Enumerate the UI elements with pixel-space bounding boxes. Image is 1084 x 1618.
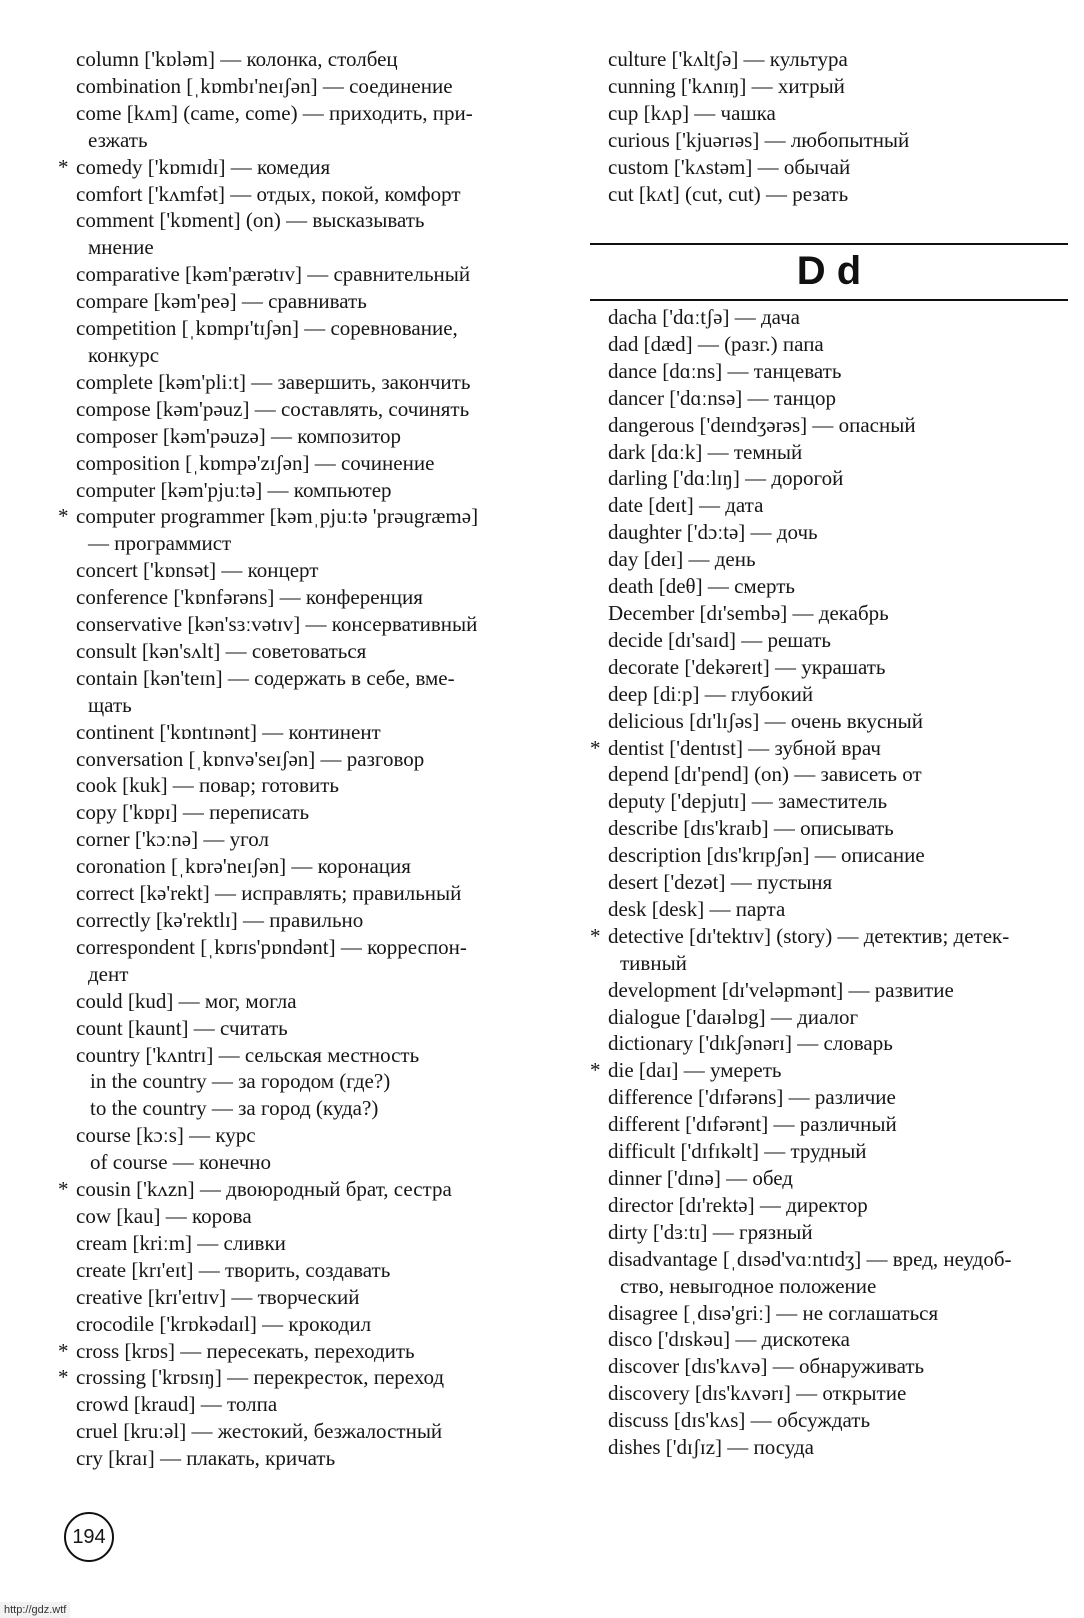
entry-text: describe [dɪs'kraɪb] — описывать [608, 816, 894, 841]
dictionary-entry [58, 450, 548, 477]
entry-text: darling ['dɑːlɪŋ] — дорогой [608, 466, 844, 491]
dictionary-entry [58, 880, 548, 907]
dictionary-entry [58, 396, 548, 423]
entry-text: delicious [dɪ'lɪʃəs] — очень вкусный [608, 708, 923, 733]
entry-continuation [58, 692, 548, 719]
entry-text: discover [dɪs'kʌvə] — обнаруживать [608, 1354, 925, 1379]
entry-text: comment ['kɒment] (on) — высказывать [76, 208, 425, 233]
entry-text: count [kaunt] — считать [76, 1015, 288, 1040]
entry-text: creative [krɪ'eɪtɪv] — творческий [76, 1284, 360, 1309]
entry-text: comfort ['kʌmfət] — отдых, покой, комфорт [76, 181, 461, 206]
dictionary-entry [590, 1246, 1012, 1273]
entry-text: country ['kʌntrɪ] — сельская местность [76, 1042, 420, 1067]
entry-text: composer [kəm'pəuzə] — композитор [76, 423, 401, 448]
entry-text: die [daɪ] — умереть [608, 1058, 782, 1083]
dictionary-entry [590, 1407, 1012, 1434]
dictionary-entry [58, 1364, 548, 1391]
entry-text: disco ['dɪskəu] — дискотека [608, 1327, 850, 1352]
entry-text: cry [kraɪ] — плакать, кричать [76, 1446, 336, 1471]
entry-text: daughter ['dɔːtə] — дочь [608, 520, 818, 545]
entry-text: discovery [dɪs'kʌvərɪ] — открытие [608, 1381, 907, 1406]
entry-text: cut [kʌt] (cut, cut) — резать [608, 181, 849, 206]
entry-text: cream [kriːm] — сливки [76, 1230, 286, 1255]
entry-text: compare [kəm'peə] — сравнивать [76, 289, 367, 314]
entry-text: decorate ['dekəreɪt] — украшать [608, 654, 886, 679]
entry-text: deputy ['depjutɪ] — заместитель [608, 789, 888, 814]
entry-text: culture ['kʌltʃə] — культура [608, 47, 848, 71]
entry-text: dad [dæd] — (разг.) папа [608, 331, 824, 356]
entry-text: dangerous ['deɪndʒərəs] — опасный [608, 412, 916, 437]
entry-text: comedy ['kɒmɪdɪ] — комедия [76, 154, 331, 179]
entry-text: desk [desk] — парта [608, 896, 786, 921]
entry-text: computer [kəm'pjuːtə] — компьютер [76, 477, 392, 502]
entry-text: crossing ['krɒsɪŋ] — перекресток, переход [76, 1365, 445, 1390]
entry-continuation-text: тивный [620, 950, 687, 975]
entry-marker: * [58, 1365, 69, 1390]
dictionary-entry [58, 557, 548, 584]
dictionary-entry [58, 799, 548, 826]
entry-text: cup [kʌp] — чашка [608, 100, 776, 125]
dictionary-entry [58, 1095, 548, 1122]
dictionary-entry [590, 842, 1012, 869]
dictionary-entry [58, 100, 548, 127]
dictionary-entry [58, 46, 548, 73]
section-letter: D d [796, 249, 862, 293]
entry-text: complete [kəm'pliːt] — завершить, закончить [76, 369, 471, 394]
entry-continuation [58, 961, 548, 988]
dictionary-entry [590, 1380, 1012, 1407]
right-column [590, 46, 1070, 1460]
entry-text: dishes ['dɪʃɪz] — посуда [608, 1435, 814, 1460]
entry-continuation-text: мнение [88, 235, 154, 260]
entry-marker: * [58, 154, 69, 179]
dictionary-entry [58, 1257, 548, 1284]
entry-marker: * [58, 504, 69, 529]
dictionary-entry [58, 826, 548, 853]
entry-marker: * [58, 1177, 69, 1202]
dictionary-entry [58, 853, 548, 880]
dictionary-entry [58, 315, 548, 342]
dictionary-entry [58, 288, 548, 315]
entry-continuation-text: езжать [88, 127, 148, 152]
dictionary-entry [590, 385, 1012, 412]
entry-text: decide [dɪ'saɪd] — решать [608, 627, 832, 652]
entry-continuation [58, 342, 548, 369]
entry-text: cruel [kruːəl] — жестокий, безжалостный [76, 1419, 443, 1444]
dictionary-entry [590, 761, 1012, 788]
entry-text: director [dɪ'rektə] — директор [608, 1192, 868, 1217]
entry-continuation [590, 1273, 1012, 1300]
entry-text: of course — конечно [90, 1150, 272, 1175]
dictionary-entry [590, 1111, 1012, 1138]
entry-text: correctly [kə'rektlɪ] — правильно [76, 908, 364, 932]
entry-text: course [kɔːs] — курс [76, 1123, 256, 1148]
dictionary-entry [590, 154, 1070, 181]
right-column-d-entries [590, 304, 1012, 1461]
entry-text: curious ['kjuərɪəs] — любопытный [608, 127, 910, 152]
entry-marker: * [590, 735, 601, 760]
dictionary-entry [58, 1311, 548, 1338]
dictionary-entry [590, 1192, 1012, 1219]
entry-text: date [deɪt] — дата [608, 493, 764, 518]
entry-text: correspondent [ˌkɒrɪs'pɒndənt] — корреспон- [76, 934, 467, 959]
entry-text: comparative [kəm'pærətɪv] — сравнительный [76, 262, 471, 287]
dictionary-entry [58, 1338, 548, 1365]
entry-text: conference ['kɒnfərəns] — конференция [76, 585, 423, 610]
dictionary-entry [58, 369, 548, 396]
entry-text: continent ['kɒntɪnənt] — континент [76, 719, 381, 744]
dictionary-entry [58, 611, 548, 638]
dictionary-entry [58, 1418, 548, 1445]
entry-text: different ['dɪfərənt] — различный [608, 1112, 897, 1137]
dictionary-entry [590, 546, 1012, 573]
dictionary-entry [58, 181, 548, 208]
entry-text: dirty ['dɜːtɪ] — грязный [608, 1219, 813, 1244]
entry-text: crowd [kraud] — толпа [76, 1392, 278, 1417]
page-number: 194 [64, 1512, 114, 1562]
entry-continuation [590, 950, 1012, 977]
dictionary-entry [58, 665, 548, 692]
dictionary-entry [590, 654, 1012, 681]
dictionary-entry [58, 1122, 548, 1149]
dictionary-entry [590, 519, 1012, 546]
entry-text: cross [krɒs] — пересекать, переходить [76, 1338, 415, 1363]
entry-text: dinner ['dɪnə] — обед [608, 1166, 793, 1190]
entry-text: depend [dɪ'pend] (on) — зависеть от [608, 762, 922, 787]
dictionary-entry [58, 1391, 548, 1418]
entry-continuation-text: конкурс [88, 342, 160, 367]
dictionary-entry [590, 896, 1012, 923]
entry-marker: * [590, 1058, 601, 1083]
entry-text: consult [kən'sʌlt] — советоваться [76, 638, 367, 663]
entry-text: in the country — за городом (где?) [90, 1069, 391, 1094]
dictionary-entry [58, 1445, 548, 1472]
dictionary-entry [590, 627, 1012, 654]
dictionary-entry [590, 1219, 1012, 1246]
dictionary-entry [58, 1149, 548, 1176]
dictionary-entry [590, 869, 1012, 896]
dictionary-entry [590, 304, 1012, 331]
entry-text: create [krɪ'eɪt] — творить, создавать [76, 1257, 391, 1282]
dictionary-entry [58, 1230, 548, 1257]
dictionary-entry [58, 207, 548, 234]
entry-text: computer programmer [kəmˌpjuːtə 'prəugræmə] [76, 504, 479, 529]
dictionary-entry [590, 412, 1012, 439]
entry-text: dialogue ['daɪəlɒg] — диалог [608, 1004, 859, 1029]
dictionary-entry [590, 181, 1070, 208]
entry-continuation-text: щать [88, 692, 132, 717]
dictionary-entry [590, 1353, 1012, 1380]
dictionary-entry [58, 907, 548, 934]
dictionary-entry [590, 1004, 1012, 1031]
entry-text: crocodile ['krɒkədaɪl] — крокодил [76, 1311, 372, 1336]
entry-continuation-text: — программист [88, 531, 232, 556]
entry-text: competition [ˌkɒmpɪ'tɪʃən] — соревнование, [76, 316, 458, 341]
watermark[interactable]: http://gdz.wtf [0, 1602, 70, 1618]
entry-continuation [58, 127, 548, 154]
dictionary-entry [58, 584, 548, 611]
dictionary-entry [58, 423, 548, 450]
dictionary-entry [58, 154, 548, 181]
entry-text: discuss [dɪs'kʌs] — обсуждать [608, 1408, 871, 1433]
entry-continuation [58, 234, 548, 261]
section-rule-top [590, 243, 1068, 245]
dictionary-entry [590, 1165, 1012, 1192]
entry-text: disagree [ˌdɪsə'griː] — не соглашаться [608, 1300, 939, 1325]
dictionary-entry [590, 1030, 1012, 1057]
entry-text: copy ['kɒpɪ] — переписать [76, 800, 310, 825]
dictionary-entry [590, 815, 1012, 842]
entry-continuation-text: дент [88, 961, 129, 986]
dictionary-entry [590, 358, 1012, 385]
entry-text: desert ['dezət] — пустыня [608, 870, 833, 895]
dictionary-entry [590, 1300, 1012, 1327]
entry-marker: * [58, 1338, 69, 1363]
entry-text: dentist ['dentɪst] — зубной врач [608, 735, 881, 760]
dictionary-entry [590, 681, 1012, 708]
entry-text: custom ['kʌstəm] — обычай [608, 154, 851, 179]
dictionary-entry [590, 73, 1070, 100]
entry-text: day [deɪ] — день [608, 547, 756, 572]
dictionary-entry [58, 719, 548, 746]
dictionary-entry [590, 788, 1012, 815]
dictionary-entry [590, 708, 1012, 735]
section-rule-bottom [590, 299, 1068, 301]
dictionary-entry [590, 1057, 1012, 1084]
dictionary-entry [58, 1203, 548, 1230]
dictionary-entry [58, 1176, 548, 1203]
entry-continuation [58, 530, 548, 557]
section-header-d [590, 243, 1068, 301]
entry-text: correct [kə'rekt] — исправлять; правильный [76, 881, 462, 906]
dictionary-entry [590, 127, 1070, 154]
entry-text: concert ['kɒnsət] — концерт [76, 558, 319, 583]
dictionary-entry [590, 1084, 1012, 1111]
dictionary-entry [58, 1015, 548, 1042]
dictionary-entry [590, 1434, 1012, 1461]
dictionary-entry [58, 1284, 548, 1311]
entry-text: come [kʌm] (came, come) — приходить, при- [76, 100, 473, 125]
dictionary-entry [58, 477, 548, 504]
entry-text: combination [ˌkɒmbɪ'neɪʃən] — соединение [76, 73, 453, 98]
entry-text: composition [ˌkɒmpə'zɪʃən] — сочинение [76, 450, 435, 475]
entry-text: death [deθ] — смерть [608, 574, 796, 599]
entry-continuation-text: ство, невыгодное положение [620, 1273, 877, 1298]
entry-text: conservative [kən'sɜːvətɪv] — консервативный [76, 612, 478, 637]
entry-text: compose [kəm'pəuz] — составлять, сочинять [76, 396, 470, 421]
entry-text: dance [dɑːns] — танцевать [608, 358, 842, 383]
dictionary-entry [58, 73, 548, 100]
entry-text: cow [kau] — корова [76, 1203, 252, 1228]
dictionary-entry [590, 573, 1012, 600]
entry-text: dictionary ['dɪkʃənərɪ] — словарь [608, 1031, 893, 1056]
dictionary-entry [58, 934, 548, 961]
entry-text: dancer ['dɑːnsə] — танцор [608, 385, 837, 410]
entry-text: column ['kɒləm] — колонка, столбец [76, 47, 398, 71]
dictionary-entry [590, 46, 1070, 73]
dictionary-entry [590, 1138, 1012, 1165]
dictionary-entry [590, 100, 1070, 127]
entry-text: corner ['kɔːnə] — угол [76, 827, 269, 852]
entry-text: to the country — за город (куда?) [90, 1096, 379, 1121]
dictionary-entry [590, 439, 1012, 466]
dictionary-entry [58, 638, 548, 665]
dictionary-entry [58, 988, 548, 1015]
dictionary-entry [590, 923, 1012, 950]
entry-text: coronation [ˌkɒrə'neɪʃən] — коронация [76, 854, 411, 879]
entry-text: dark [dɑːk] — темный [608, 439, 803, 464]
dictionary-entry [58, 772, 548, 799]
entry-text: contain [kən'teɪn] — содержать в себе, вме- [76, 665, 455, 690]
dictionary-entry [58, 261, 548, 288]
dictionary-entry [590, 492, 1012, 519]
entry-marker: * [590, 923, 601, 948]
entry-text: description [dɪs'krɪpʃən] — описание [608, 843, 925, 868]
entry-text: disadvantage [ˌdɪsəd'vɑːntɪdʒ] — вред, неудоб- [608, 1246, 1012, 1271]
entry-text: could [kud] — мог, могла [76, 988, 297, 1013]
entry-text: development [dɪ'veləpmənt] — развитие [608, 977, 954, 1002]
dictionary-entry [58, 1042, 548, 1069]
entry-text: cunning ['kʌnɪŋ] — хитрый [608, 73, 845, 98]
entry-text: dacha ['dɑːtʃə] — дача [608, 305, 800, 329]
entry-text: difficult ['dɪfɪkəlt] — трудный [608, 1139, 867, 1164]
entry-text: difference ['dɪfərəns] — различие [608, 1085, 896, 1110]
right-column-c-entries [590, 46, 1070, 207]
dictionary-entry [58, 746, 548, 773]
entry-text: detective [dɪ'tektɪv] (story) — детектив; детек- [608, 923, 1010, 948]
entry-text: conversation [ˌkɒnvə'seɪʃən] — разговор [76, 746, 425, 771]
entry-text: cook [kuk] — повар; готовить [76, 773, 339, 798]
dictionary-entry [58, 1068, 548, 1095]
entry-text: December [dɪ'sembə] — декабрь [608, 600, 889, 625]
left-column [58, 46, 548, 1472]
entry-text: deep [diːp] — глубокий [608, 681, 814, 706]
dictionary-entry [590, 600, 1012, 627]
dictionary-entry [590, 1326, 1012, 1353]
dictionary-entry [58, 503, 548, 530]
entry-text: cousin ['kʌzn] — двоюродный брат, сестра [76, 1177, 452, 1202]
dictionary-entry [590, 735, 1012, 762]
dictionary-entry [590, 465, 1012, 492]
dictionary-entry [590, 331, 1012, 358]
dictionary-entry [590, 977, 1012, 1004]
